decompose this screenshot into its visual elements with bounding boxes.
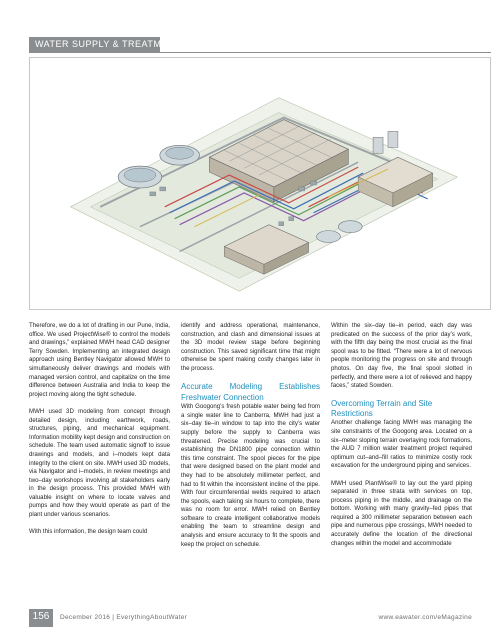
text-column-2 bbox=[181, 322, 320, 558]
page-number: 156 bbox=[32, 611, 50, 622]
section-rule bbox=[29, 52, 491, 53]
paragraph: MWH used PlantWise® to lay out the yard piping separated in three strata with services on top, process piping in the middle, and drainage on the bottom. Working with many gravity–fed pipes that required a 300 millimeter separation between each pipe and numerous pipe crossings, MWH needed to accurately define the location of the directional changes within the model and accommodate bbox=[331, 479, 472, 547]
text-column-3 bbox=[331, 322, 472, 557]
paragraph: With this information, the design team could bbox=[29, 528, 148, 536]
paragraph: With Googong’s fresh potable water being fed from a single water line to Canberra, MWH had just a six–day tie–in window to tap into the city’s water supply before the supply to Canberra was threatened. Precise modeling was crucial to establishing the DN1800 pipe connection within this time constraint. The spool pieces for the pipe that were designed based on the plant model and they had to be absolutely millimeter perfect, and had to fit within the inconsistent incline of the pipe. With four circumferential welds required to attach the spools, each taking six hours to complete, there was no room for error. MWH relied on Bentley software to create intelligent collaborative models enabling the team to streamline design and analysis and ensure accuracy to fit the spools and keep the project on schedule. bbox=[181, 403, 320, 548]
subheading-word: Modeling bbox=[229, 382, 263, 392]
text-column-1 bbox=[29, 322, 170, 545]
plant-model-figure bbox=[29, 57, 491, 310]
subheading-accurate-modeling bbox=[181, 382, 320, 392]
section-tab: WATER SUPPLY & TREATMENT bbox=[29, 37, 160, 52]
paragraph: Within the six–day tie–in period, each day was predicated on the success of the prior day’s work, with the fifth day being the most crucial as the final spool was to be fitted. “There were a lot of nervous people monitoring the progress on site and through photos. On day five, the final spool slotted in perfectly, and there were a lot of relieved and happy faces,” stated Sowden. bbox=[331, 322, 472, 390]
plant-model-illustration bbox=[30, 58, 490, 309]
paragraph: Therefore, we do a lot of drafting in our Pune, India, office. We used ProjectWise® to control the models and drawings,” explained MWH head CAD designer Terry Sowden. Implementing an integrated design approach using Bentley Navigator allowed MWH to simultaneously deliver drawings and models with managed version control, and capitalize on the time difference between Australia and India to keep the project moving along the tight schedule. bbox=[29, 322, 170, 398]
paragraph: MWH used 3D modeling from concept through detailed design, including earthwork, roads, structures, piping, and mechanical equipment. Information mobility kept design and construction on schedule. The team used automatic signoff to issue drawings and models, and i–models kept data integrity to the client on site. MWH used 3D models, via Navigator and i–models, in review meetings and two–day workshops involving all stakeholders early in the design process. This provided MWH with valuable insight on where to locate valves and pumps and how they would operate as part of the plant under various scenarios. bbox=[29, 407, 170, 519]
subheading-word: Establishes bbox=[279, 382, 320, 392]
subheading-word: Accurate bbox=[181, 382, 213, 392]
paragraph: identify and address operational, maintenance, construction, and clash and dimensional issues at the 3D model review stage before beginning construction. This saved significant time that might otherwise be spent making costly changes later in the process. bbox=[181, 322, 320, 372]
paragraph: Another challenge facing MWH was managing the site constraints of the Googong area. Located on a six–meter sloping terrain overlaying rock formations, the AUD 7 million water treatment project required optimum cut–and–fill ratios to minimize costly rock excavation for the underground piping and services. bbox=[331, 419, 472, 470]
website-link[interactable]: www.eawater.com/eMagazine bbox=[378, 614, 472, 621]
subheading-overcoming-terrain: Overcoming Terrain and Site Restrictions bbox=[331, 399, 433, 418]
subheading-line-2: Freshwater Connection bbox=[181, 392, 264, 402]
issue-label: December 2016 | EverythingAboutWater bbox=[60, 614, 188, 621]
